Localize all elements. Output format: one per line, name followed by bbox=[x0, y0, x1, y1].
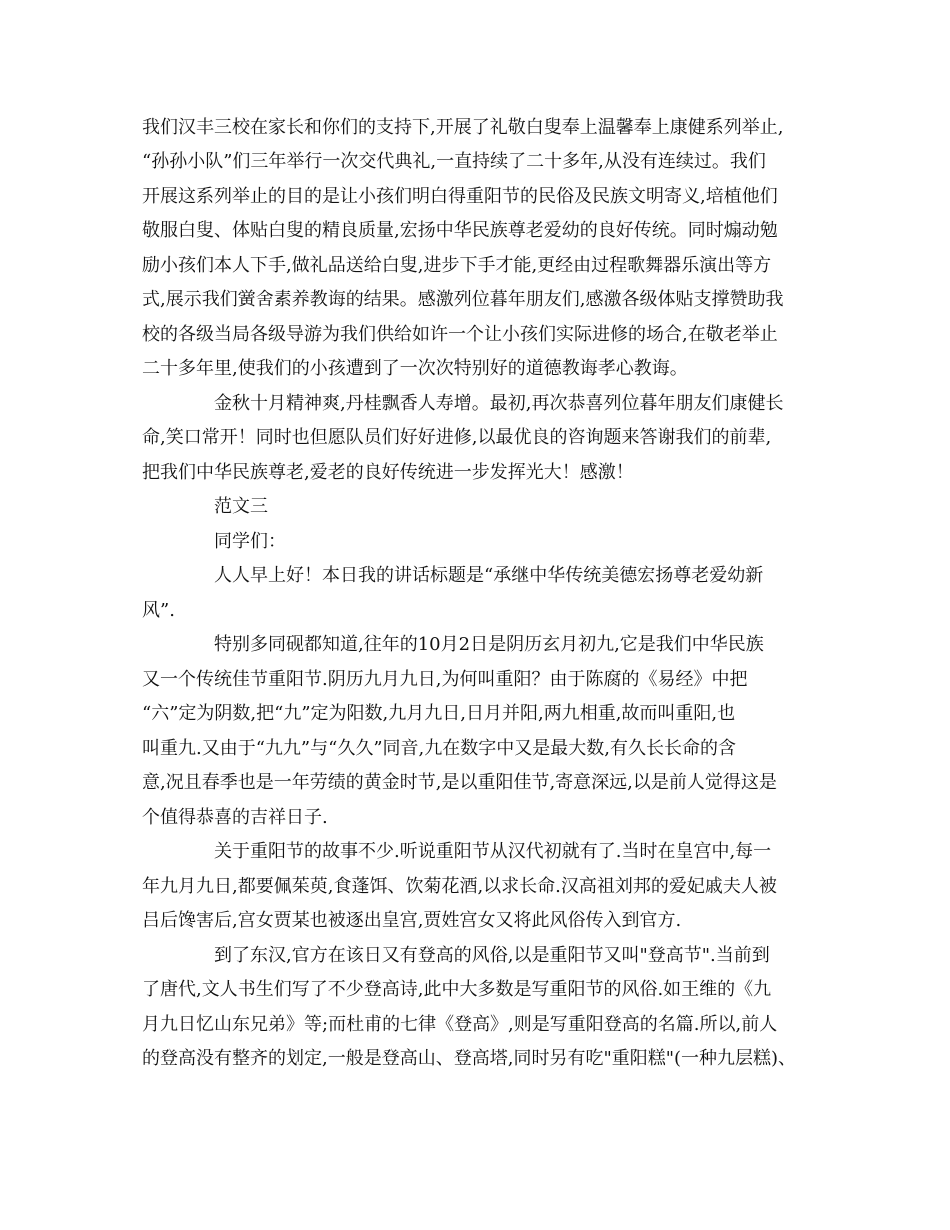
text-line: 金秋十月精神爽,丹桂飘香人寿增。最初,再次恭喜列位暮年朋友们康健长 bbox=[214, 393, 784, 414]
text-line: 关于重阳节的故事不少.听说重阳节从汉代初就有了.当时在皇宫中,每一 bbox=[214, 841, 772, 862]
text-line: 个值得恭喜的吉祥日子. bbox=[142, 807, 328, 828]
text-line: 的登高没有整齐的划定,一般是登高山、登高塔,同时另有吃"重阳糕"(一种九层糕)、 bbox=[142, 1048, 797, 1069]
text-line: 开展这系列举止的目的是让小孩们明白得重阳节的民俗及民族文明寄义,培植他们 bbox=[142, 186, 778, 207]
salutation: 同学们： bbox=[214, 531, 286, 552]
section-heading: 范文三 bbox=[214, 496, 268, 517]
text-line: 敬服白叟、体贴白叟的精良质量,宏扬中华民族尊老爱幼的良好传统。同时煽动勉 bbox=[142, 220, 778, 241]
text-line: “六”定为阴数,把“九”定为阳数,九月九日,日月并阳,两九相重,故而叫重阳,也 bbox=[142, 703, 736, 724]
text-line: 我们汉丰三校在家长和你们的支持下,开展了礼敬白叟奉上温馨奉上康健系列举止, bbox=[142, 117, 784, 138]
text-line: 风”. bbox=[142, 600, 175, 621]
text-line: 吕后馋害后,宫女贾某也被逐出皇宫,贾姓宫女又将此风俗传入到官方. bbox=[142, 910, 682, 931]
text-line: 又一个传统佳节重阳节.阴历九月九日,为何叫重阳？由于陈腐的《易经》中把 bbox=[142, 669, 748, 690]
text-line: 年九月九日,都要佩茱萸,食蓬饵、饮菊花酒,以求长命.汉高祖刘邦的爱妃戚夫人被 bbox=[142, 876, 777, 897]
text-line: 把我们中华民族尊老,爱老的良好传统进一步发挥光大！感激！ bbox=[142, 462, 634, 483]
text-line: 命,笑口常开！同时也但愿队员们好好进修,以最优良的咨询题来答谢我们的前辈, bbox=[142, 427, 772, 448]
text-line: 到了东汉,官方在该日又有登高的风俗,以是重阳节又叫"登高节".当前到 bbox=[214, 945, 770, 966]
text-line: 式,展示我们黉舍素养教诲的结果。感激列位暮年朋友们,感激各级体贴支撑赞助我 bbox=[142, 289, 784, 310]
text-line: 校的各级当局各级导游为我们供给如许一个让小孩们实际进修的场合,在敬老举止 bbox=[142, 324, 778, 345]
text-line: 月九日忆山东兄弟》等;而杜甫的七律《登高》,则是写重阳登高的名篇.所以,前人 bbox=[142, 1014, 778, 1035]
text-line: 意,况且春季也是一年劳绩的黄金时节,是以重阳佳节,寄意深远,以是前人觉得这是 bbox=[142, 772, 777, 793]
text-line: “孙孙小队”们三年举行一次交代典礼,一直持续了二十多年,从没有连续过。我们 bbox=[142, 151, 766, 172]
text-line: 叫重九.又由于“九九”与“久久”同音,九在数字中又是最大数,有久长长命的含 bbox=[142, 738, 736, 759]
text-line: 了唐代,文人书生们写了不少登高诗,此中大多数是写重阳节的风俗.如王维的《九 bbox=[142, 979, 772, 1000]
text-line: 人人早上好！本日我的讲话标题是“承继中华传统美德宏扬尊老爱幼新 bbox=[214, 565, 764, 586]
text-line: 特别多同砚都知道,往年的10月2日是阴历玄月初九,它是我们中华民族 bbox=[214, 634, 764, 655]
text-line: 励小孩们本人下手,做礼品送给白叟,进步下手才能,更经由过程歌舞器乐演出等方 bbox=[142, 255, 772, 276]
text-line: 二十多年里,使我们的小孩遭到了一次次特别好的道德教诲孝心教诲。 bbox=[142, 358, 688, 379]
